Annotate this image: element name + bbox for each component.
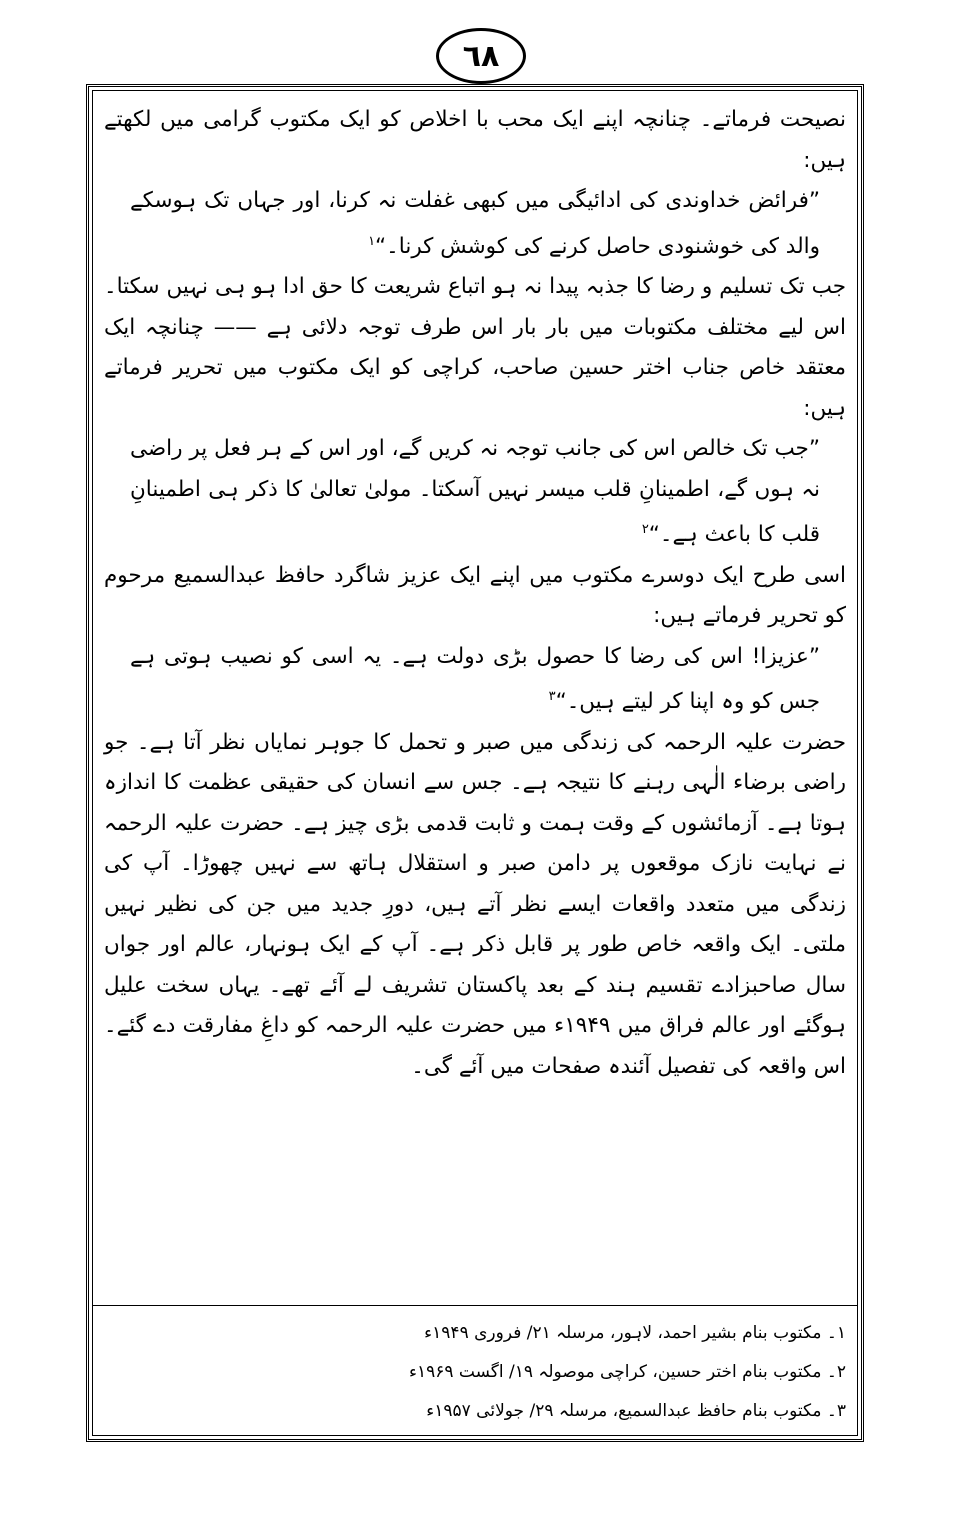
quote-1 xyxy=(104,181,846,267)
footnote-1: ۱۔ مکتوب بنام بشیر احمد، لاہور، مرسلہ ۲۱/ فروری ۱۹۴۹ء xyxy=(424,1323,846,1343)
footnote-3: ۳۔ مکتوب بنام حافظ عبدالسمیع، مرسلہ ۲۹/ جولائی ۱۹۵۷ء xyxy=(426,1401,846,1421)
footnote-ref-2: ۲ xyxy=(641,522,649,538)
footnotes xyxy=(104,1314,846,1431)
paragraph-patience: حضرت علیہ الرحمہ کی زندگی میں صبر و تحمل کا جوہر نمایاں نظر آتا ہے۔ جو راضی برضاء الٰہی رہنے کا نتیجہ ہے۔ جس سے انسان کی حقیقی عظمت کا اندازہ ہوتا ہے۔ آزمائشوں کے وقت ہمت و ثابت قدمی بڑی چیز ہے۔ حضرت علیہ الرحمہ نے نہایت نازک موقعوں پر دامن صبر و استقلال ہاتھ سے نہیں چھوڑا۔ آپ کی زندگی میں متعدد واقعات ایسے نظر آتے ہیں، دورِ جدید میں جن کی نظیر نہیں ملتی۔ ایک واقعہ خاص طور پر قابل ذکر ہے۔ آپ کے ایک ہونہار، عالم اور جواں سال صاحبزادے تقسیم ہند کے بعد پاکستان تشریف لے آئے تھے۔ یہاں سخت علیل ہوگئے اور عالم فراق میں ۱۹۴۹ء میں حضرت علیہ الرحمہ کو داغِ مفارقت دے گئے۔ اس واقعہ کی تفصیل آئندہ صفحات میں آئے گی۔ xyxy=(104,729,846,1079)
body-text xyxy=(104,100,846,1087)
page-number: ٦٨ xyxy=(436,28,526,84)
paragraph-intro: نصیحت فرماتے۔ چنانچہ اپنے ایک محب با اخلاص کو ایک مکتوب گرامی میں لکھتے ہیں: xyxy=(104,107,846,173)
quote-2-text: ”جب تک خالص اس کی جانب توجہ نہ کریں گے، اور اس کے ہر فعل پر راضی نہ ہوں گے، اطمینانِ قلب میسر نہیں آسکتا۔ مولیٰ تعالیٰ کا ذکر ہی اطمینانِ قلب کا باعث ہے۔“ xyxy=(130,436,820,548)
quote-3-text: ”عزیزا! اس کی رضا کا حصول بڑی دولت ہے۔ یہ اسی کو نصیب ہوتی ہے جس کو وہ اپنا کر لیتے ہیں۔“ xyxy=(130,643,820,715)
footnote-ref-3: ۳ xyxy=(548,689,556,705)
footnote-2: ۲۔ مکتوب بنام اختر حسین، کراچی موصولہ ۱۹/ اگست ۱۹۶۹ء xyxy=(408,1362,846,1382)
quote-1-text: ”فرائض خداوندی کی ادائیگی میں کبھی غفلت نہ کرنا، اور جہاں تک ہوسکے والد کی خوشنودی حاصل کرنے کی کوشش کرنا۔“ xyxy=(130,188,820,259)
quote-2 xyxy=(104,429,846,556)
paragraph-submission: جب تک تسلیم و رضا کا جذبہ پیدا نہ ہو اتباع شریعت کا حق ادا ہو ہی نہیں سکتا۔ اس لیے مختلف مکتوبات میں بار بار اس طرف توجہ دلائی ہے —— چنانچہ ایک معتقد خاص جناب اختر حسین صاحب، کراچی کو ایک مکتوب میں تحریر فرماتے ہیں: xyxy=(104,274,846,421)
footnote-ref-1: ۱ xyxy=(368,233,376,249)
paragraph-second-letter: اسی طرح ایک دوسرے مکتوب میں اپنے ایک عزیز شاگرد حافظ عبدالسمیع مرحوم کو تحریر فرماتے ہیں: xyxy=(104,562,846,629)
footnote-divider xyxy=(92,1305,858,1306)
quote-3 xyxy=(104,637,846,723)
